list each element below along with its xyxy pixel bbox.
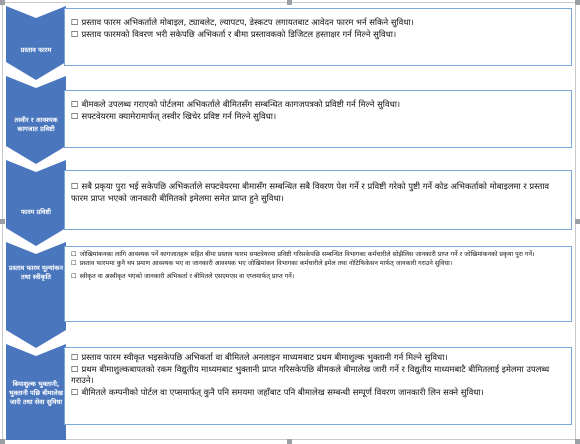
bullet-text: प्रस्ताव फारम अभिकर्ताले मोबाइल, ट्याबलेट, ल्यापटप, डेस्कटप लगायतबाट आवेदन फारम भर्न सकिने सुविधा। [81, 17, 414, 27]
checkbox-bullet-icon: ☐ [71, 260, 77, 267]
bullet-text: सफ्टवेयरमा क्यामेरामार्फत् तस्वीर खिचेर प्रविष्ट गर्न मिल्ने सुविधा। [81, 110, 277, 121]
step-chevron [6, 160, 66, 246]
bullet-text: प्रथम बीमाशुल्कबापतको रकम विद्युतीय माध्यमबाट भुक्तानी प्राप्त गरिसकेपछि बीमकले बीमालेख जारी गर्ने र विद्युतीय माध्यमबाटै बीमितलाई इमेलमा उपलब्ध गराउने। [71, 363, 550, 385]
process-step-5 [0, 344, 580, 440]
step-chevron [6, 242, 66, 348]
chevron-fill [6, 6, 66, 80]
process-step-3 [0, 160, 580, 246]
checkbox-bullet-icon: ☐ [71, 28, 79, 39]
bullet-line [71, 387, 565, 399]
step-description-box [64, 246, 572, 322]
bullet-line [71, 364, 565, 387]
chevron-arrow-shape [6, 242, 66, 348]
process-step-4 [0, 242, 580, 348]
bullet-text: प्रस्ताव फारमको विवरण भरी सकेपछि अभिकर्ता र बीमा प्रस्तावकको डिजिटल हस्ताक्षर गर्न मिल्ने सुविधा। [81, 28, 397, 39]
step-chevron [6, 76, 66, 164]
checkbox-bullet-icon: ☐ [71, 352, 79, 362]
process-step-2 [0, 76, 580, 164]
bullet-line [71, 272, 565, 281]
bullet-line [71, 181, 565, 204]
checkbox-bullet-icon: ☐ [71, 363, 79, 374]
bullet-line [71, 111, 565, 123]
bullet-text: स्वीकृत वा अस्वीकृत भएको जानकारी अभिकर्ता र बीमितले एसएमएस वा एप्लमार्फत् प्राप्त गर्ने। [79, 273, 295, 280]
step-description-box [64, 170, 572, 230]
checkbox-bullet-icon: ☐ [71, 17, 79, 27]
chevron-arrow-shape [6, 6, 66, 80]
chevron-fill [6, 242, 66, 348]
step-label: बिमाशुल्क भुक्तानी, भुक्तानी पछि बीमालेख जारी तथा सेवा सुविधा [9, 380, 63, 406]
resize-handle-top-left[interactable] [0, 0, 5, 5]
bullet-line [71, 17, 565, 29]
checkbox-bullet-icon: ☐ [71, 99, 79, 109]
bullet-line [71, 99, 565, 111]
bullet-line [71, 259, 565, 268]
step-label: प्रस्ताव फारम [20, 46, 52, 54]
bullet-text: प्रस्ताव फारममा कुनै थप प्रमाण आवश्यक भए वा जानकारी आवश्यक भए जोखिमांकन विभागका कर्मचारीले इमेल तथा नोटिफिकेसन मार्फत् जानकारी गराउने सुविधा। [79, 260, 453, 267]
resize-handle-top-right[interactable] [575, 0, 580, 5]
step-label: फारम प्रविष्टी [21, 208, 51, 216]
bullet-text: जोखिमांकनका लागि आवश्यक पर्ने कागजातहरू सहित बीमा प्रस्ताव फारम सफ्टवेयरमा प्रविष्टी गरिसकेपछि सम्बन्धित विभागका कर्मचारीले सोझैलिस जानकारी प्राप्त गर्ने र जोखिमांकनको प्रकृया पुरा गर्ने। [79, 251, 535, 258]
bullet-line [71, 250, 565, 259]
step-label: तस्वीर र आवश्यक कागजात प्रविष्टी [14, 116, 58, 133]
step-chevron [6, 6, 66, 80]
resize-handle-top-middle[interactable] [287, 0, 292, 5]
bullet-text: सबै प्रकृया पुरा भई सकेपछि अभिकर्ताले सफ्टवेयरमा बीमासँग सम्बन्धित सबै विवरण पेश गर्ने र प्रविष्टी गरेको पुष्टी गर्ने कोड अभिकर्ताको मोबाइलमा र प्रस्ताव फारम प्राप्त भएको जानकारी बीमितको इमेलमा समेत प्राप्त हुने सुविधा। [71, 181, 550, 203]
process-step-1 [0, 6, 580, 80]
bullet-line [71, 29, 565, 41]
chevron-fill [6, 160, 66, 246]
step-description-box [64, 8, 572, 66]
checkbox-bullet-icon: ☐ [71, 181, 79, 191]
checkbox-bullet-icon: ☐ [71, 110, 79, 121]
bullet-text: बीमकले उपलब्ध गराएको पोर्टलमा अभिकर्ताले बीमितसँग सम्बन्धित कागजपत्रको प्रविष्टी गर्न मिल्ने सुविधा। [81, 99, 401, 109]
checkbox-bullet-icon: ☐ [71, 251, 77, 258]
bullet-line [71, 352, 565, 364]
step-label: प्रस्ताव फारम मूल्यांकन तथा स्वीकृति [9, 264, 63, 281]
bullet-text: बीमितले कम्पनीको पोर्टल वा एप्समार्फत् कुनै पनि समयमा जहाँबाट पनि बीमालेख सम्बन्धी सम्पूर्ण विवरण जानकारी लिन सक्ने सुविधा। [81, 386, 484, 397]
step-chevron [6, 344, 66, 440]
chevron-arrow-shape [6, 160, 66, 246]
bullet-text: प्रस्ताव फारम स्वीकृत भइसकेपछि अभिकर्ता वा बीमितले अनलाइन माध्यमबाट प्रथम बीमाशुल्क भुक्तानी गर्न मिल्ने सुविधा। [81, 352, 448, 362]
checkbox-bullet-icon: ☐ [71, 273, 77, 280]
step-description-box [64, 347, 572, 425]
checkbox-bullet-icon: ☐ [71, 386, 79, 397]
step-description-box [64, 90, 572, 148]
